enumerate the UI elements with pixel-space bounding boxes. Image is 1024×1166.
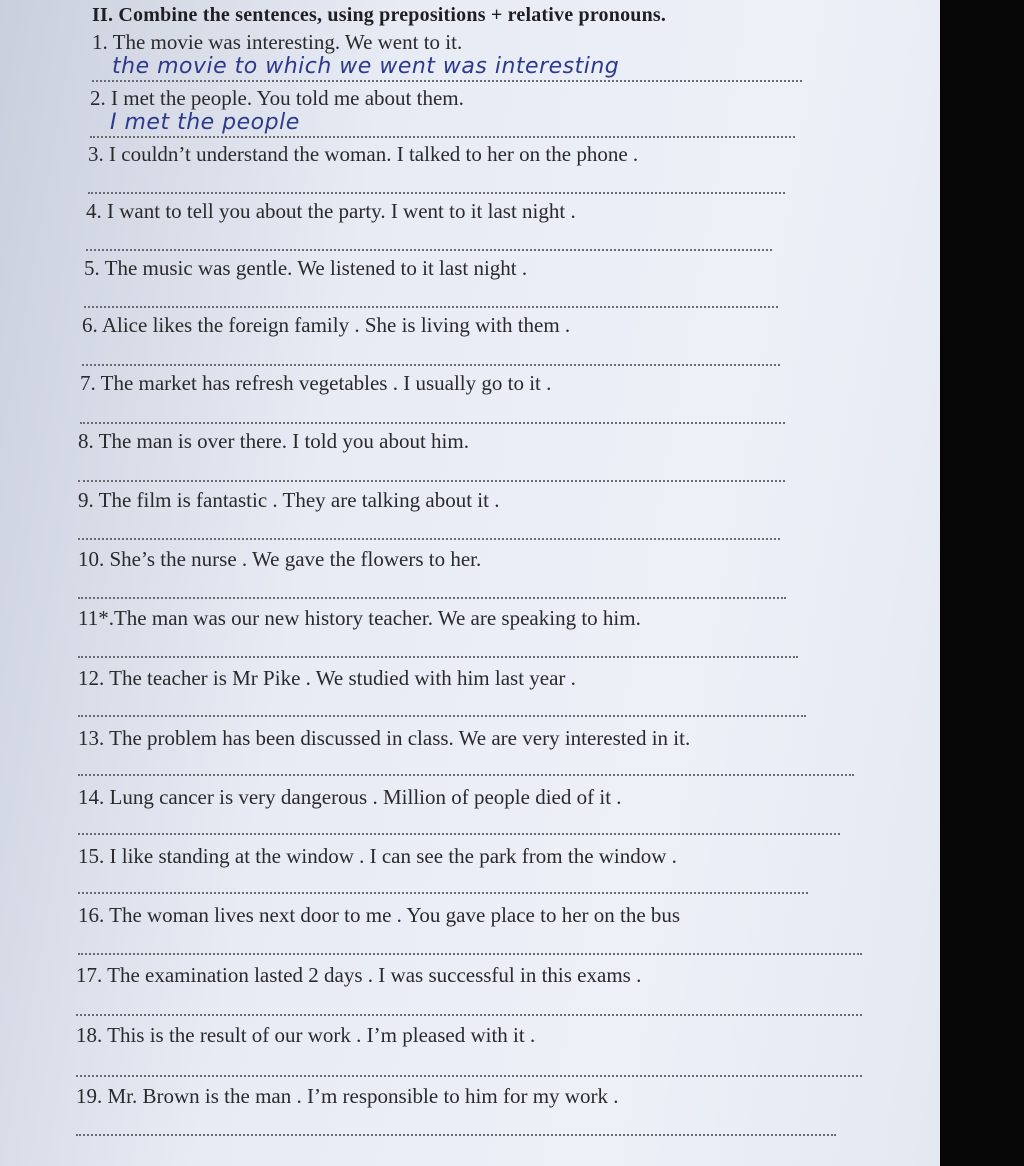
sentence-item: 5. The music was gentle. We listened to it last night .: [84, 256, 528, 280]
sentence-item: 3. I couldn’t understand the woman. I talked to her on the phone .: [88, 142, 639, 166]
answer-line: [84, 306, 778, 308]
sentence-item: 19. Mr. Brown is the man . I’m responsible to him for my work .: [76, 1084, 619, 1108]
background-edge: [940, 0, 1024, 1166]
sentence-item: 2. I met the people. You told me about them.: [90, 86, 464, 110]
sentence-item: 17. The examination lasted 2 days . I was successful in this exams .: [76, 963, 642, 987]
sentence-item: 12. The teacher is Mr Pike . We studied with him last year .: [78, 666, 576, 690]
sentence-item: 1. The movie was interesting. We went to it.: [92, 30, 463, 54]
answer-line: [92, 80, 802, 82]
answer-line: [78, 774, 854, 776]
sentence-item: 11*.The man was our new history teacher. We are speaking to him.: [78, 606, 641, 630]
answer-line: [78, 656, 798, 658]
sentence-item: 7. The market has refresh vegetables . I usually go to it .: [80, 371, 552, 395]
sentence-item: 9. The film is fantastic . They are talking about it .: [78, 488, 500, 512]
answer-line: [76, 1014, 862, 1016]
exercise-heading: II. Combine the sentences, using prepositions + relative pronouns.: [92, 4, 667, 26]
sentence-item: 4. I want to tell you about the party. I went to it last night .: [86, 199, 576, 223]
sentence-item: 16. The woman lives next door to me . You gave place to her on the bus: [78, 903, 681, 927]
sentence-item: 14. Lung cancer is very dangerous . Million of people died of it .: [78, 785, 622, 809]
answer-line: [78, 953, 862, 955]
sentence-item: 6. Alice likes the foreign family . She is living with them .: [82, 313, 571, 337]
answer-line: [76, 1134, 836, 1136]
answer-line: [88, 192, 785, 194]
sentence-item: 8. The man is over there. I told you about him.: [78, 429, 469, 453]
answer-line: [78, 597, 786, 599]
sentence-item: 15. I like standing at the window . I can see the park from the window .: [78, 844, 677, 868]
handwritten-answer: I met the people: [110, 110, 300, 135]
answer-line: [76, 1075, 862, 1077]
answer-line: [86, 249, 772, 251]
sentence-item: 18. This is the result of our work . I’m pleased with it .: [76, 1023, 536, 1047]
answer-line: [78, 892, 808, 894]
answer-line: [90, 136, 795, 138]
answer-line: [78, 480, 785, 482]
answer-line: [80, 422, 785, 424]
handwritten-answer: the movie to which we went was interesting: [112, 54, 620, 79]
answer-line: [78, 833, 840, 835]
sentence-item: 10. She’s the nurse . We gave the flowers to her.: [78, 547, 482, 571]
answer-line: [78, 538, 780, 540]
sentence-item: 13. The problem has been discussed in class. We are very interested in it.: [78, 726, 691, 750]
answer-line: [82, 364, 780, 366]
answer-line: [78, 715, 806, 717]
